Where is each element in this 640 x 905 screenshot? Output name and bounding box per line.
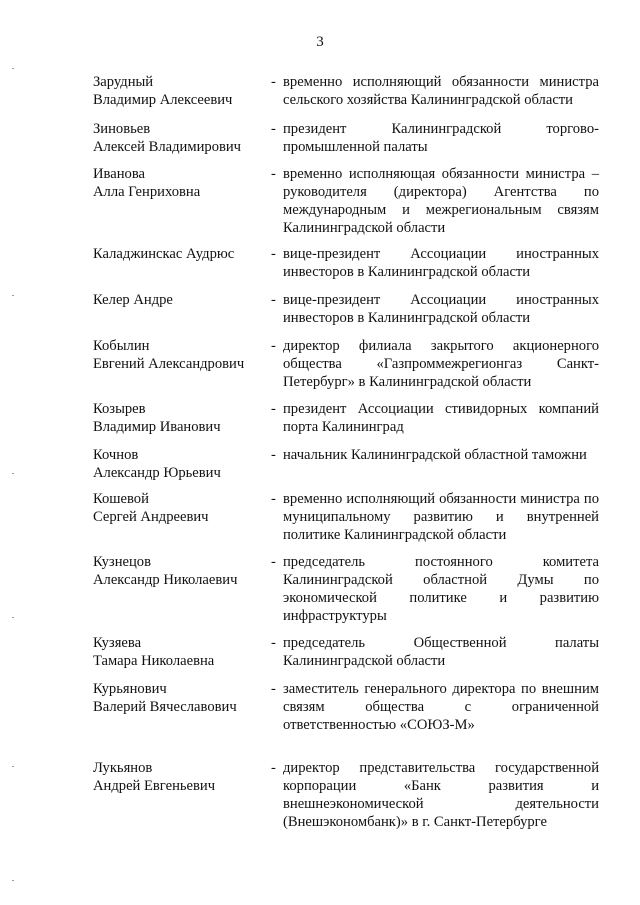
dash-separator: - — [271, 166, 276, 182]
given-names: Алексей Владимирович — [93, 139, 242, 155]
dash-separator: - — [271, 554, 276, 570]
given-names: Александр Юрьевич — [93, 465, 221, 481]
person-name — [93, 337, 273, 373]
position-description: президент Ассоциации стивидорных компаний порта Калининград — [283, 401, 599, 435]
position-description: временно исполняющая обязанности министра – руководителя (директора) Агентства по международным и межрегиональным связям Калининградской области — [283, 166, 599, 236]
scan-margin-mark — [12, 68, 14, 69]
person-name — [93, 120, 273, 156]
position-description: директор филиала закрытого акционерного общества «Газпроммежрегионгаз Санкт-Петербург» в Калининградской области — [283, 338, 599, 390]
dash-separator: - — [271, 74, 276, 90]
dash-separator: - — [271, 338, 276, 354]
position-description: председатель Общественной палаты Калининградской области — [283, 635, 599, 669]
page-number: 3 — [316, 34, 324, 50]
dash-separator: - — [271, 491, 276, 507]
given-names: Андрей Евгеньевич — [93, 778, 216, 794]
dash-separator: - — [271, 121, 276, 137]
person-name — [93, 73, 273, 109]
full-name: Каладжинскас Аудрюс — [93, 246, 235, 262]
person-name — [93, 680, 273, 716]
person-name — [93, 245, 273, 263]
given-names: Алла Генриховна — [93, 184, 201, 200]
surname: Кобылин — [93, 338, 150, 354]
position-description: вице-президент Ассоциации иностранных инвесторов в Калининградской области — [283, 246, 599, 280]
surname: Зиновьев — [93, 121, 151, 137]
surname: Зарудный — [93, 74, 154, 90]
position-description: временно исполняющий обязанности министра сельского хозяйства Калининградской области — [283, 74, 599, 108]
given-names: Владимир Иванович — [93, 419, 221, 435]
given-names: Сергей Андреевич — [93, 509, 209, 525]
dash-separator: - — [271, 401, 276, 417]
person-name — [93, 400, 273, 436]
person-name — [93, 634, 273, 670]
position-description: начальник Калининградской областной таможни — [283, 447, 587, 463]
position-description: директор представительства государственной корпорации «Банк развития и внешнеэкономической деятельности (Внешэкономбанк)» в г. Санкт-Петербурге — [283, 760, 599, 830]
given-names: Валерий Вячеславович — [93, 699, 237, 715]
given-names: Александр Николаевич — [93, 572, 238, 588]
person-name — [93, 165, 273, 201]
surname: Кузяева — [93, 635, 142, 651]
position-description: временно исполняющий обязанности министра по муниципальному развитию и внутренней политике Калининградской области — [283, 491, 599, 543]
dash-separator: - — [271, 635, 276, 651]
scan-margin-mark — [12, 473, 14, 474]
given-names: Владимир Алексеевич — [93, 92, 233, 108]
scan-margin-mark — [12, 766, 14, 767]
scan-margin-mark — [12, 880, 14, 881]
surname: Кузнецов — [93, 554, 151, 570]
person-name — [93, 553, 273, 589]
dash-separator: - — [271, 681, 276, 697]
given-names: Тамара Николаевна — [93, 653, 215, 669]
surname: Козырев — [93, 401, 146, 417]
person-name — [93, 291, 273, 309]
surname: Кошевой — [93, 491, 149, 507]
person-name — [93, 759, 273, 795]
scan-margin-mark — [12, 617, 14, 618]
dash-separator: - — [271, 246, 276, 262]
dash-separator: - — [271, 447, 276, 463]
surname: Иванова — [93, 166, 145, 182]
surname: Кочнов — [93, 447, 139, 463]
surname: Лукьянов — [93, 760, 153, 776]
person-name — [93, 490, 273, 526]
surname: Курьянович — [93, 681, 167, 697]
position-description: председатель постоянного комитета Калининградской областной Думы по экономической политике и развитию инфраструктуры — [283, 554, 599, 624]
position-description: вице-президент Ассоциации иностранных инвесторов в Калининградской области — [283, 292, 599, 326]
position-description: заместитель генерального директора по внешним связям общества с ограниченной ответственностью «СОЮЗ-М» — [283, 681, 599, 733]
full-name: Келер Андре — [93, 292, 173, 308]
dash-separator: - — [271, 292, 276, 308]
person-name — [93, 446, 273, 482]
scan-margin-mark — [12, 295, 14, 296]
given-names: Евгений Александрович — [93, 356, 245, 372]
position-description: президент Калининградской торгово-промышленной палаты — [283, 121, 599, 155]
dash-separator: - — [271, 760, 276, 776]
